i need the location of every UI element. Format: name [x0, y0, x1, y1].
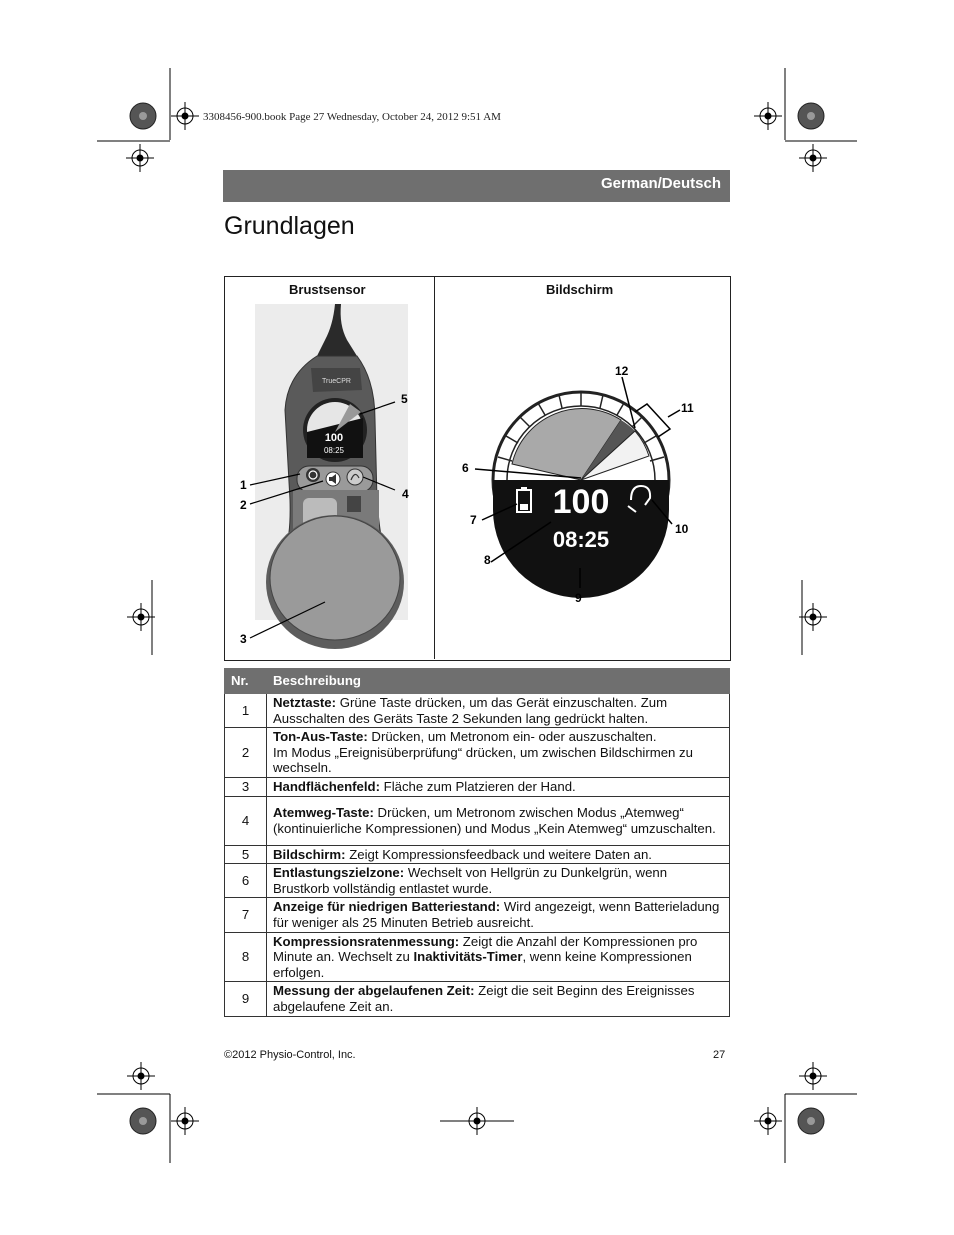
- row-text-second: , wenn keine Kompressionen erfolgen.: [273, 949, 692, 980]
- row-term: Anzeige für niedrigen Batteriestand:: [273, 899, 501, 915]
- row-term: Kompressionsratenmessung:: [273, 933, 460, 949]
- row-text-second: Im Modus „Ereignisüberprüfung“ drücken, um zwischen Bildschirmen zu wechseln.: [273, 744, 693, 776]
- device-rate: 100: [324, 432, 344, 444]
- row-term: Entlastungszielzone:: [273, 865, 405, 881]
- registration-star-icon: [130, 1108, 156, 1134]
- row-description: [267, 864, 730, 898]
- row-description: [267, 845, 730, 864]
- chest-sensor-illustration: [225, 300, 434, 658]
- table-row: [225, 694, 730, 728]
- row-text: Wird angezeigt, wenn Batterieladung für weniger als 25 Minuten Betrieb ausreicht.: [273, 899, 720, 930]
- screen-time: 08:25: [552, 527, 610, 552]
- row-term: Ton-Aus-Taste:: [273, 729, 368, 745]
- column-header-description: Beschreibung: [267, 669, 730, 694]
- registration-mark-icon: [126, 144, 154, 172]
- table-row: [225, 796, 730, 845]
- registration-mark-icon: [127, 1062, 155, 1090]
- row-number: 4: [225, 796, 267, 845]
- registration-mark-icon: [754, 1107, 782, 1135]
- row-description: [267, 982, 730, 1016]
- device-time: 08:25: [323, 446, 345, 455]
- print-info: 3308456-900.book Page 27 Wednesday, October 24, 2012 9:51 AM: [203, 111, 501, 123]
- callout-8: 8: [484, 553, 491, 567]
- registration-mark-icon: [754, 102, 782, 130]
- callout-12: 12: [615, 364, 629, 378]
- screen-rate: 100: [552, 483, 610, 521]
- callout-1: 1: [240, 478, 247, 492]
- row-number: 8: [225, 932, 267, 982]
- row-number: 5: [225, 845, 267, 864]
- description-table: [224, 668, 730, 1017]
- table-row: [225, 898, 730, 932]
- callout-9: 9: [575, 591, 582, 605]
- callout-3: 3: [240, 632, 247, 646]
- row-number: 7: [225, 898, 267, 932]
- row-number: 6: [225, 864, 267, 898]
- table-row: [225, 982, 730, 1016]
- registration-mark-icon: [171, 102, 199, 130]
- row-description: [267, 796, 730, 845]
- row-text: Wechselt von Hellgrün zu Dunkelgrün, wenn Brustkorb vollständig entlastet wurde.: [273, 865, 668, 896]
- chest-sensor-heading: Brustsensor: [289, 282, 366, 297]
- row-term: Messung der abgelaufenen Zeit:: [273, 983, 475, 999]
- callout-10: 10: [675, 522, 689, 536]
- row-text: Grüne Taste drücken, um das Gerät einzuschalten. Zum Ausschalten des Geräts Taste 2 Sekunden lang gedrückt halten.: [273, 695, 668, 726]
- device-brand: TrueCPR: [322, 378, 351, 385]
- row-text: Fläche zum Platzieren der Hand.: [379, 778, 576, 794]
- callout-6: 6: [462, 461, 469, 475]
- callout-2: 2: [240, 498, 247, 512]
- row-number: 2: [225, 728, 267, 778]
- row-text: Zeigt die Anzahl der Kompressionen pro Minute an. Wechselt zu: [273, 933, 698, 965]
- callout-7: 7: [470, 513, 477, 527]
- table-row: [225, 777, 730, 796]
- footer-copyright: ©2012 Physio-Control, Inc.: [224, 1049, 356, 1061]
- palm-pad: [270, 516, 400, 640]
- registration-mark-icon: [127, 603, 155, 631]
- table-row: [225, 845, 730, 864]
- table-row: [225, 932, 730, 982]
- table-row: [225, 728, 730, 778]
- row-number: 9: [225, 982, 267, 1016]
- row-description: [267, 777, 730, 796]
- row-description: [267, 898, 730, 932]
- screen-heading: Bildschirm: [546, 282, 614, 297]
- row-description: [267, 694, 730, 728]
- row-term: Atemweg-Taste:: [273, 804, 374, 820]
- table-row: [225, 864, 730, 898]
- column-header-nr: Nr.: [225, 669, 267, 694]
- registration-star-icon: [130, 103, 156, 129]
- row-number: 3: [225, 777, 267, 796]
- table-header-row: [225, 669, 730, 694]
- row-text: Zeigt Kompressionsfeedback und weitere Daten an.: [345, 846, 652, 862]
- page-title: Grundlagen: [224, 212, 355, 240]
- callout-11: 11: [681, 401, 694, 415]
- language-label: German/Deutsch: [600, 175, 721, 192]
- row-number: 1: [225, 694, 267, 728]
- registration-mark-icon: [799, 144, 827, 172]
- row-term-second: Inaktivitäts-Timer: [413, 949, 523, 965]
- callout-4: 4: [402, 487, 409, 501]
- row-description: [267, 728, 730, 778]
- registration-mark-icon: [799, 1062, 827, 1090]
- registration-star-icon: [798, 103, 824, 129]
- row-text: Zeigt die seit Beginn des Ereignisses abgelaufene Zeit an.: [273, 983, 695, 1014]
- row-term: Netztaste:: [273, 695, 337, 710]
- airway-button-icon: [347, 469, 363, 485]
- registration-mark-icon: [799, 603, 827, 631]
- row-text: Drücken, um Metronom zwischen Modus „Atemweg“ (kontinuierliche Kompressionen) und Modus „Kein Atemweg“ umzuschalten.: [273, 804, 716, 836]
- footer-page-number: 27: [713, 1049, 726, 1061]
- row-term: Bildschirm:: [273, 846, 346, 862]
- screen-illustration: [435, 300, 728, 658]
- label-plate-icon: [347, 496, 361, 512]
- row-description: [267, 932, 730, 982]
- callout-5: 5: [401, 392, 408, 406]
- power-button-icon: [306, 468, 320, 482]
- registration-star-icon: [798, 1108, 824, 1134]
- registration-mark-icon: [463, 1107, 491, 1135]
- row-text: Drücken, um Metronom ein- oder auszuschalten.: [367, 729, 657, 745]
- language-bar: [223, 170, 730, 202]
- registration-mark-icon: [171, 1107, 199, 1135]
- row-term: Handflächenfeld:: [273, 778, 380, 794]
